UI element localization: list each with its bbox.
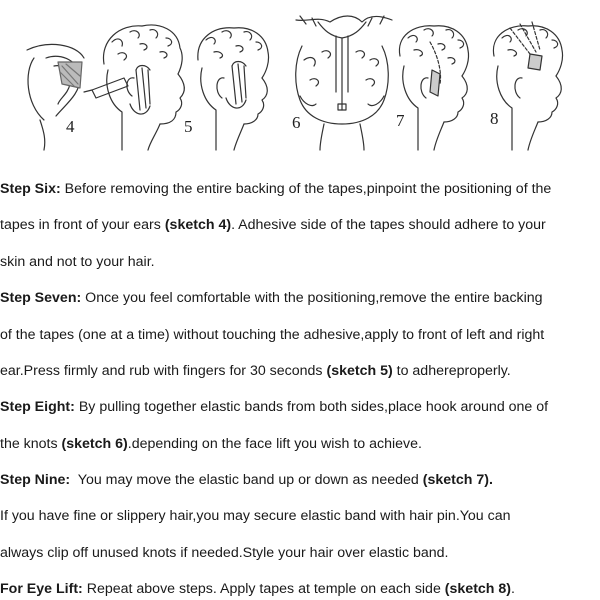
step-eight-line-1: Step Eight: By pulling together elastic bands from both sides,place hook around one of (0, 399, 549, 415)
step-six-heading: Step Six: (0, 181, 61, 197)
sketch-5-ref: (sketch 5) (326, 363, 393, 379)
step-nine-line-1: Step Nine: You may move the elastic band up or down as needed (sketch 7). (0, 472, 493, 488)
step-nine-line-2: If you have fine or slippery hair,you may secure elastic band with hair pin.You can (0, 508, 511, 524)
step-six-line-1: Step Six: Before removing the entire backing of the tapes,pinpoint the positioning of the (0, 181, 552, 197)
sketch-label-4: 4 (66, 117, 75, 136)
step-eight-line-2: the knots (sketch 6).depending on the face lift you wish to achieve. (0, 436, 422, 452)
step-eight-heading: Step Eight: (0, 399, 75, 415)
step-nine-line-3: always clip off unused knots if needed.Style your hair over elastic band. (0, 545, 449, 561)
eye-lift-heading: For Eye Lift: (0, 581, 83, 597)
step-nine-heading: Step Nine: (0, 472, 71, 488)
step-seven-line-3: ear.Press firmly and rub with fingers for 30 seconds (sketch 5) to adhereproperly. (0, 363, 511, 379)
step-six-line-3: skin and not to your hair. (0, 254, 155, 270)
sketch-7-ref: (sketch 7). (422, 472, 493, 488)
ear-sketch-icon (27, 44, 84, 150)
head-side-tape-sketch-icon (84, 25, 193, 150)
sketch-label-8: 8 (490, 109, 499, 128)
head-side-hand-sketch-icon (198, 28, 269, 150)
sketch-label-7: 7 (396, 111, 405, 130)
head-side-band-sketch-icon (396, 26, 469, 150)
sketch-illustrations (0, 0, 600, 160)
sketch-4-ref: (sketch 4) (164, 217, 232, 233)
step-seven-line-2: of the tapes (one at a time) without touching the adhesive,apply to front of left and right (0, 327, 545, 343)
step-seven-line-1: Step Seven: Once you feel comfortable with the positioning,remove the entire backing (0, 290, 543, 306)
step-seven-heading: Step Seven: (0, 290, 82, 306)
step-six-line-2: tapes in front of your ears (sketch 4). Adhesive side of the tapes should adhere to your (0, 217, 546, 233)
sketch-label-6: 6 (292, 113, 301, 132)
eye-lift-line: For Eye Lift: Repeat above steps. Apply tapes at temple on each side (sketch 8). (0, 581, 515, 597)
sketch-8-ref: (sketch 8) (444, 581, 512, 597)
head-side-eye-lift-sketch-icon (490, 22, 563, 150)
sketch-label-5: 5 (184, 117, 193, 136)
sketch-6-ref: (sketch 6) (61, 436, 128, 452)
head-back-bands-sketch-icon (292, 16, 392, 150)
